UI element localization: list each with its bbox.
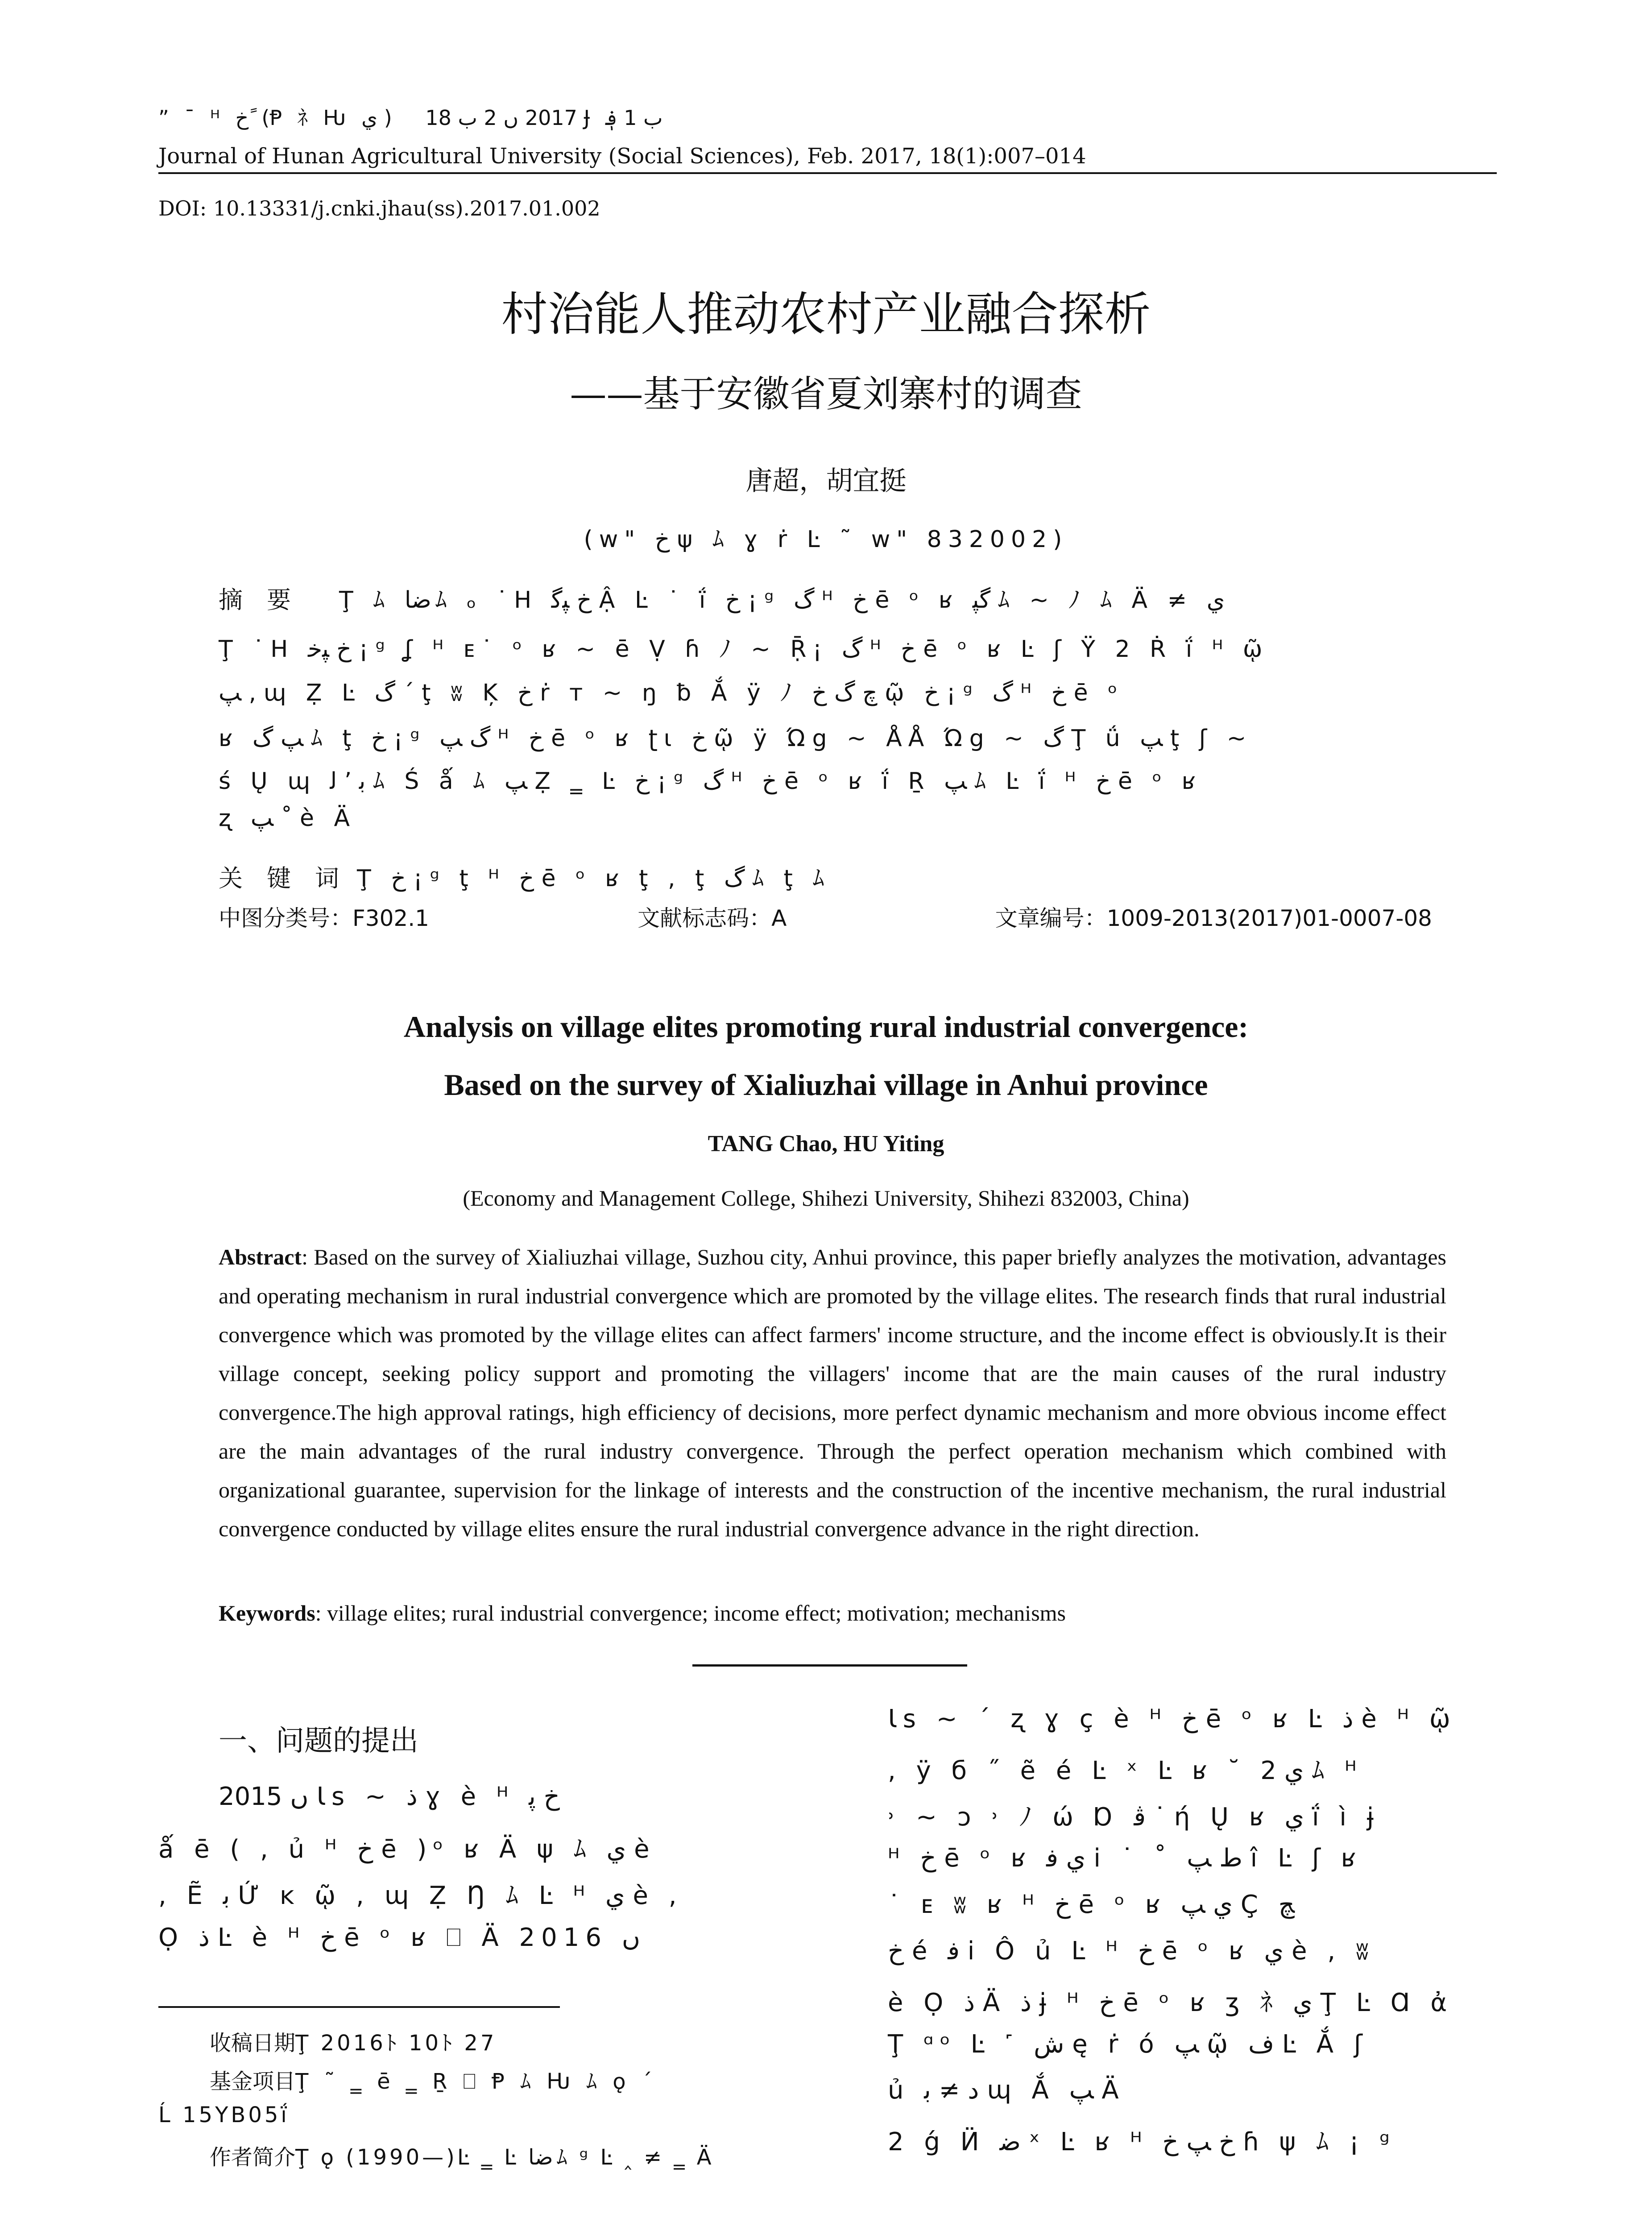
article-number: 文章编号：1009-2013(2017)01-0007-08 xyxy=(995,905,1432,931)
footnote-fund-text: Ţ ˜ ‗ ē ‗ Ṟ ⎕ Ᵽ ﾑ Ƕ ﾑ ǫ ˊ xyxy=(295,2069,657,2094)
authors-en: TANG Chao, HU Yiting xyxy=(708,1131,944,1157)
abstract-en-text: : Based on the survey of Xialiuzhai village, Suzhou city, Anhui province, this paper briefly analyzes the motivation, advantages and operating mechanism in rural industrial convergence which are promoted by the village elites. The research finds that rural industrial convergence which was promoted by the village elites can affect farmers' income structure, and the income effect is obviously.It is their village concept, seeking policy support and promoting the villagers' income that are the main causes of the rural industry convergence.The high approval ratings, high efficiency of decisions, more perfect dynamic mechanism and more obvious income effect are the main advantages of the rural industry convergence. Through the perfect operation mechanism which combined with organizational guarantee, supervision for the linkage of interests and the construction of the incentive mechanism, the rural industrial convergence conducted by village elites ensure the rural industrial convergence advance in the right direction. xyxy=(219,1244,1446,1541)
title-en-line2: Based on the survey of Xialiuzhai village in Anhui province xyxy=(444,1068,1208,1102)
right-column-line: خ é ﻓ i Ô ủ Ŀ ᴴ خ ē ᵒ ʁ ي è , ʬ xyxy=(888,1937,1375,1966)
right-column-line: è Ọ ﺫ Ä ﺫ ɉ ᴴ خ ē ᵒ ʁ ʒ ﾈ ي Ţ Ŀ Ɑ ἀ xyxy=(888,1988,1453,2017)
header-rule xyxy=(158,172,1497,174)
clc-number: 中图分类号：F302.1 xyxy=(219,905,429,931)
affiliation-en: (Economy and Management College, Shihezi University, Shihezi 832003, China) xyxy=(463,1186,1189,1211)
footnote-author-bio-text: Ţ ǫ (1990—)Ŀ ‗ Ŀ ﺿﺎ ﾑ ᵍ Ŀ ‸ ≠ ‗ Ä xyxy=(295,2145,714,2170)
title-en-line1: Analysis on village elites promoting rural industrial convergence: xyxy=(403,1010,1249,1044)
section-separator xyxy=(692,1664,967,1667)
document-code: 文献标志码：A xyxy=(638,905,787,931)
abstract-zh-line: ʁ ﭗ گ ﾑ ţ خ ¡ ᵍ گ ﭗ ᴴ خ ē ᵒ ʁ ʈɩ خ ῷ ÿ Ώg ~ ÅÅ Ώg ~ گ Ţ ǘ ﭗ ţ ʃ ~ xyxy=(219,725,1253,752)
abstract-en xyxy=(219,1238,1446,1548)
right-column-line: 2 ǵ Ӥ ﺿ ˣ Ŀ ʁ ᴴ خ ﭗ خ ɦ ψ ﾑ ¡ ᵍ xyxy=(888,2127,1396,2156)
affiliation-zh: (ᴡ" خ ψ ﾑ ɣ ṙ Ŀ ˜ ᴡ" 832002) xyxy=(584,526,1068,553)
right-column-line: ủ ﺩ ≠ ﺑ ɰ Ắ ﭗ Ä xyxy=(888,2076,1125,2105)
doi[interactable]: DOI: 10.13331/j.cnki.jhau(ss).2017.01.002 xyxy=(158,196,600,220)
keywords-zh-label: 关 键 词 xyxy=(219,864,339,892)
abstract-zh-line: Ţ ˙H خ ﭙﺧ ¡ ᵍ ʆ ᴴ ᴇ˙ ᵒ ʁ ~ ē Ṿ ɦ ﾉ ~ Ṝ¡ گ ᴴ خ ē ᵒ ʁ Ŀ ʃ Ÿ 2 Ṙ ḯ ᴴ ῷ xyxy=(219,636,1269,663)
left-column-line: 2015 ں Ɩs ~ ﺫ ɣ è ᴴ خ ﭘ xyxy=(219,1782,560,1811)
footnote-fund-text-cont: Ĺ 15YB05ḯ xyxy=(158,2102,290,2127)
footnote-author-bio xyxy=(210,2140,714,2171)
right-column-line: ˒ ~ ɔ ˒ ﾉ ώ Ɒ ﭬ ˙ ή Ų ʁ ي ḯ ì ɉ xyxy=(888,1803,1380,1832)
classification-row xyxy=(219,900,1432,933)
right-column-line: ˙ ᴇ ʬ ʁ ᴴ خ ē ᵒ ʁ ي ﭗ Ç ﭻ xyxy=(888,1890,1295,1919)
authors-zh: 唐超，胡宜挺 xyxy=(745,465,907,497)
right-column-line: , ÿ б ˝ ẽ é Ŀ ˣ Ŀ ʁ ˘ ي 2 ﾑ ᴴ xyxy=(888,1756,1363,1785)
footnote-received xyxy=(210,2026,497,2057)
keywords-en-text: : village elites; rural industrial convergence; income effect; motivation; mechanisms xyxy=(315,1601,1066,1626)
abstract-zh-line: Ţ ﾑ ﺿﺎ ﾑ ₒ ˙H خ ﭙﮔ Ậ Ŀ ˙ ḯ خ ¡ ᵍ گ ᴴ خ ē ᵒ ʁ ﮔﭙ ﾑ ~ ﾉ ﾑ Ä ≠ ي xyxy=(339,587,1225,614)
footnote-received-text: Ţ 2016ﾄ 10ﾄ 27 xyxy=(295,2031,497,2056)
keywords-en-label: Keywords xyxy=(219,1601,315,1626)
journal-name-zh: ” ¯ ᴴ خ ً (Ᵽ ﾈ Ƕ ي ) xyxy=(158,106,392,130)
abstract-en-label: Abstract xyxy=(219,1244,302,1269)
right-column-line: Ɩs ~ ´ ʐ ɣ ç è ᴴ خ ē ᵒ ʁ Ŀ ﺫ è ᴴ ῷ xyxy=(888,1704,1457,1733)
journal-header-zh xyxy=(158,102,663,131)
footnote-fund xyxy=(210,2064,657,2095)
journal-header-en: Journal of Hunan Agricultural University (Social Sciences), Feb. 2017, 18(1):007–014 xyxy=(158,144,1086,169)
keywords-en xyxy=(219,1600,1446,1626)
footnote-author-bio-label: 作者简介 xyxy=(210,2145,296,2170)
title-zh: 村治能人推动农村产业融合探析 xyxy=(501,287,1151,341)
left-column-line: Ọ ﺫ Ŀ è ᴴ خ ē ᵒ ʁ ⎕ Ä 2016 ں xyxy=(158,1923,640,1952)
abstract-zh-line: ś Ų ɰ ﺑ ’ ﻟ ﾑ Ś ǻ ﾑ ﭗ Ẓ ‗ Ŀ خ ¡ ᵍ گ ᴴ خ ē ᵒ ʁ ḯ Ṟ ﭗ ﾑ Ŀ ḯ ᴴ خ ē ᵒ ʁ xyxy=(219,768,1202,795)
footnote-received-label: 收稿日期 xyxy=(210,2031,296,2056)
left-column-line: ǻ ē ( , ủ ᴴ خ ē )ᵒ ʁ Ä ψ ﾑ ي è xyxy=(158,1835,656,1864)
keywords-zh: Ţ خ ¡ ᵍ ţ ᴴ خ ē ᵒ ʁ ţ , ţ گ ﾑ ţ ﾑ xyxy=(357,865,831,892)
right-column-line: Ţ ᵅᵒ Ŀ ˹ ﺵ ę ṙ ó ﭗ ῷ ﻑ Ŀ Ắ ʃ xyxy=(888,2030,1369,2059)
journal-issue-zh: 2017 ں 2 ب 18 Ɉ ب 1 ؋ xyxy=(425,106,663,130)
subtitle-zh: ——基于安徽省夏刘寨村的调查 xyxy=(570,373,1082,415)
right-column-line: ᴴ خ ē ᵒ ʁ ي ﻓ i ˙ ˚ ﻁ ﭗ î Ŀ ʃ ʁ xyxy=(888,1844,1362,1873)
abstract-zh-line: ﭗ , ɰ Ẓ Ŀ گ ´ ţ ʬ Ķ خ ṙ т ~ ŋ ƀ Ắ ÿ ﾉ چ گ خ ῷ خ ¡ ᵍ گ ᴴ خ ē ᵒ xyxy=(219,680,1124,706)
footnote-fund-label: 基金项目 xyxy=(210,2069,296,2094)
abstract-zh-label: 摘 要 xyxy=(219,586,291,614)
section-heading: 一、问题的提出 xyxy=(219,1725,418,1758)
abstract-zh-line: ʐ ﭗ ˚ è Ä xyxy=(219,805,356,832)
footnote-rule xyxy=(158,2006,560,2008)
left-column-line: , Ẽ ﺑ Ứ ĸ ῷ , ɰ Ẓ Ŋ ﾑ Ŀ ᴴ ي è , xyxy=(158,1881,683,1910)
